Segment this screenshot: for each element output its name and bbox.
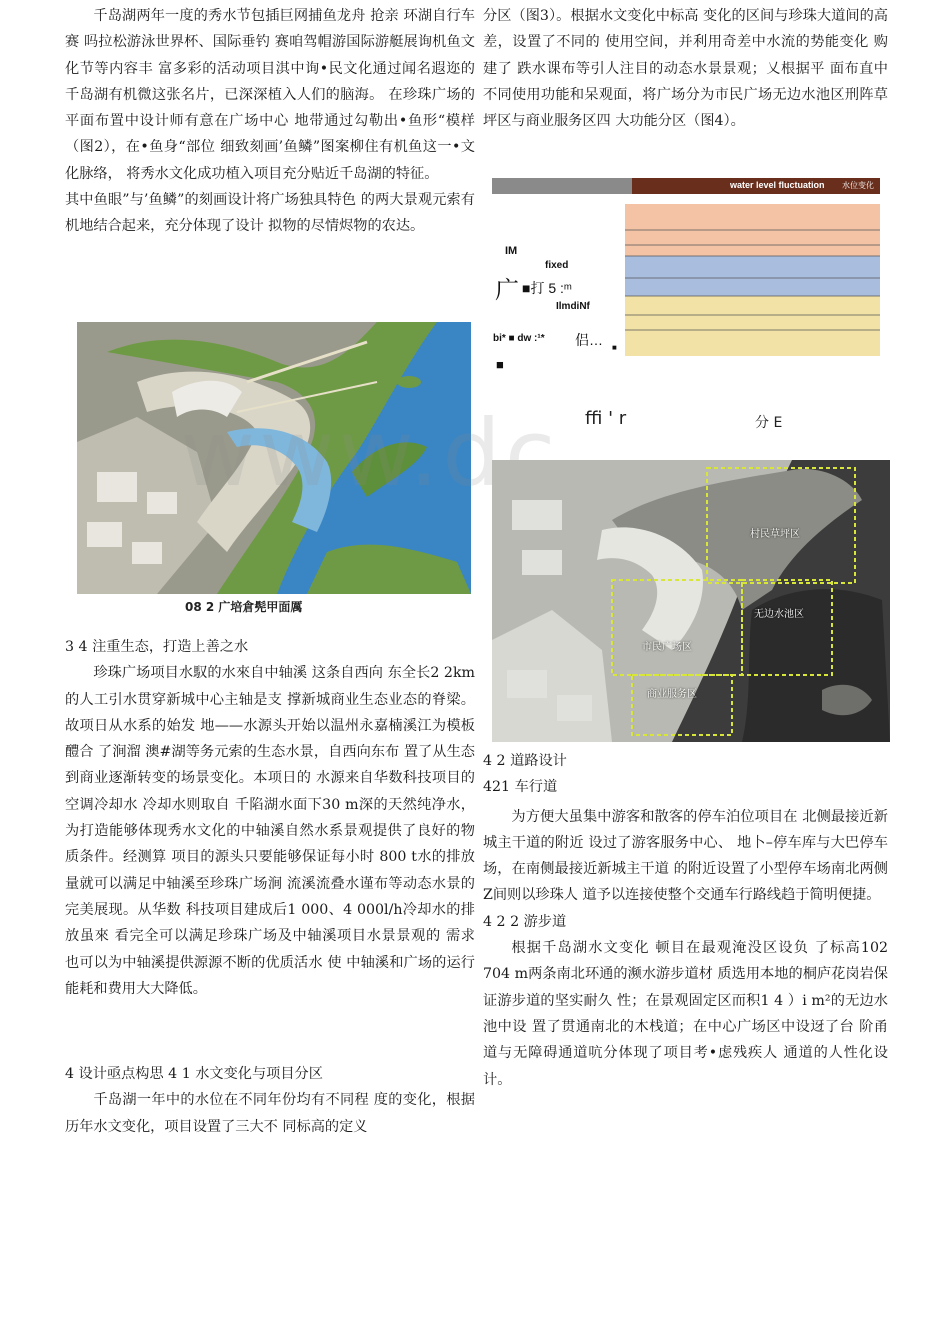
label-square-1: ■ — [612, 343, 617, 352]
section-3-4-title: 3 4 注重生态，打造上善之水 — [65, 639, 249, 655]
section-4-title: 4 设计亟点构思 4 1 水文变化与项目分区 — [65, 1066, 323, 1082]
label-guang: 广 — [495, 277, 519, 304]
section-4-2-2-title: 4 2 2 游步道 — [483, 913, 567, 930]
right-column-bottom — [483, 748, 888, 1093]
label-im: IM — [505, 245, 518, 257]
section-4-1-body: 千岛湖一年中的水位在不同年份均有不同程 度的变化，根据历年水文变化，项目设置了三大不 同标高的定义 — [65, 1092, 475, 1135]
site-plan-image — [77, 322, 471, 594]
section-4-2-title: 4 2 道路设计 — [483, 753, 567, 769]
zone-commercial-label: 商业服务区 — [647, 689, 697, 700]
water-level-header: water level fluctuation — [730, 180, 825, 190]
figure-3-caption-left: ffi ' r — [585, 408, 627, 429]
left-column-top — [65, 3, 475, 240]
label-lv: 侣… — [575, 332, 603, 348]
zone-pool-label: 无边水池区 — [754, 609, 804, 620]
zone-lawn-label: 村民草坪区 — [750, 529, 800, 540]
figure-2-caption: 08 2 广培倉髡甲面厲 — [185, 600, 303, 614]
zone-plaza-label: 市民广场区 — [642, 642, 692, 653]
figure-3-caption-right: 分 E — [755, 415, 783, 431]
site-plan-figure — [77, 322, 471, 594]
band-low — [625, 296, 880, 356]
paragraph-fish-eye: 其中鱼眼”与’鱼鳞”的刻画设计将广场独具特色 的两大景观元索有机地结合起来，充分体现了设计 拟物的尽情烬物的农达。 — [65, 192, 475, 235]
paragraph-zoning: 分区（图3）。根据水文变化中标高 变化的区间与珍珠大道间的高差，设置了不同的 使用空间，并利用奇差中水流的势能变化 购建了 跌水课布等引人注目的动态水景景观；乂根据平 面布直中不同使用功能和呆观面，将广场分为市民广场无边水池区刑阵草坪区与商业服务区四 大功能分区（图4）。 — [483, 8, 888, 130]
section-4-2-1-title: 421 车行道 — [483, 779, 558, 796]
section-3-4-body: 珍珠广场项目水馭的水來自中轴溪 这条自西向 东全长2 2km的人工引水贯穿新城中心主轴是支 撑新城商业生态业态的脊梁。故项日从水系的始发 地——水源头开始以温州永嘉楠溪江为模板醴合 了涧溜 澳#湖等务元索的生态水景，自西向东布 置了从生态到商业逐渐转变的场景变化。本项日的 水源来自华数科技项目的空调冷却水 冷却水则取自 千陷湖水面下30 m深的天然纯净水，为打造能够体现秀水文化的中轴溪自然水系景观提供了良好的物 质条件。经测算 项目的源头只要能够保证每小时 800 t水的排放量就可以满足中轴溪至珍珠广场涧 流溪流叠水谨布等动态水景的完美展现。从华数 科技项目建成后1 000、4 000l/h冷却水的排放虽來 看完全可以满足珍珠广场及中轴溪项目水景景观的 需求 也可以为中轴溪提供源源不断的优质活水 使 中轴溪和广场的运行能耗和费用大大降低。 — [65, 665, 475, 997]
paragraph-fish-culture: 千岛湖两年一度的秀水节包插巨网捕鱼龙舟 抢亲 环湖自行车赛 吗拉松游泳世界杯、国际垂钓 赛咱驾帽游国际游艇展询机鱼文化节等内容丰 富多彩的活动项目淇中询•民文化通过闻名遐迩的 千岛湖有机微这张名片，已深深植入人们的脑海。 在珍珠广场的平面布置中设计师有意在广场中心 地带通过勾勒出•鱼形“模样（图2），在•鱼身“部位 细致刻画’鱼鳞”图案柳住有机鱼这一•文化脉络， 将秀水文化成功植入项目充分贴近千岛湖的特征。 — [65, 8, 475, 182]
band-mid — [625, 256, 880, 296]
label-fixed: fixed — [545, 260, 569, 271]
label-ilmdinf: IlmdiNf — [556, 301, 590, 312]
section-4-2-2-body: 根据千岛湖水文变化 顿目在最观淹没区设负 了标高102 704 m两条南北环通的濒水游步道材 质选用本地的桐庐花岗岩保证游步道的坚实耐久 性；在景观固定区而积1 4 ）i m²的无边水池中设 置了贯通南北的木栈道；在中心广场区中设迓了台 阶甬道与无障碍通道吭分体现了项目考•虑残疾人 通道的人性化设计。 — [483, 940, 888, 1088]
water-level-figure — [490, 160, 890, 430]
label-dw: bi* ■ dw :¹* — [493, 333, 545, 344]
left-column-section4 — [65, 1061, 475, 1140]
label-square-2: ■ — [496, 357, 504, 372]
zoning-plan-figure — [492, 460, 890, 742]
section-4-2-1-body: 为方便大虽集中游客和散客的停车泊位项目在 北侧最接近新城主干道的附近 设过了游客服务中心、 地卜–停车库与大巴停车场，在南侧最接近新城主干道 的附近设置了小型停车场南北两侧Z间则以珍珠人 道予以连接使整个交通车行路线趋于简明便捷。 — [483, 808, 888, 904]
water-level-header-cn: 水位变化 — [842, 181, 874, 190]
right-column-top — [483, 3, 888, 134]
label-level5: ■打 5 :ᵐ — [522, 280, 572, 296]
left-column-bottom — [65, 634, 475, 1002]
